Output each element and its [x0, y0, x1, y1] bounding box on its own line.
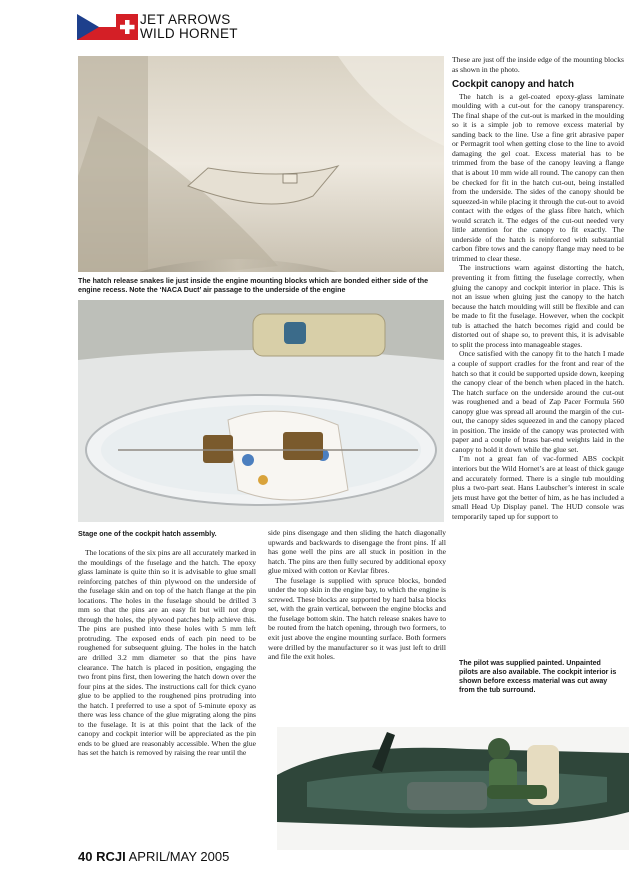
body-column-2	[268, 528, 446, 662]
czech-flag-icon	[77, 14, 117, 40]
photo-pilot-cockpit	[277, 727, 629, 850]
column-3-intro: These are just off the inside edge of the mounting blocks as shown in the photo.	[452, 55, 624, 74]
hatch-photo-graphic	[78, 300, 444, 522]
cockpit-photo-graphic	[277, 727, 629, 850]
page-footer	[78, 849, 229, 864]
section-heading: Cockpit canopy and hatch	[452, 79, 574, 91]
column-2-paragraph: side pins disengage and then sliding the hatch diagonally upwards and backwards to disengage the front pins. If all has gone well the pins are all stuck in position in the hatch. The pins are then fully secured by additional epoxy glue mixed with cotton or Kevlar fibres.	[268, 528, 446, 576]
column-3-paragraph: The hatch is a gel-coated epoxy-glass laminate moulding with a cut-out for the canopy transparency. The final shape of the cut-out is marked in the moulding so it is a simple job to remove excess material by sanding back to the line. Use a fine grit abrasive paper or Permagrit tool when getting close to the line to avoid damaging the gel coat. Excess material has to be trimmed from the base of the canopy leaving a flange that is about 10 mm wide all round. The canopy can then be checked for fit in the hatch cut-out, being installed from the underside. The sides of the canopy should be squeezed-in while placing it through the cut-out to avoid contact with the edges of the glass fibre hatch, which would scratch it. The edges of the cut-out needed very little attention for the canopy to fit exactly. The underside of the hatch is reinforced with substantial carbon fibre tows and the canopy flange may need to be trimmed to clear these.	[452, 91, 624, 263]
caption-photo-2: Stage one of the cockpit hatch assembly.	[78, 530, 217, 538]
caption-photo-3: The pilot was supplied painted. Unpainted pilots are also available. The cockpit interior is shown before excess material was cut away from the tub surround.	[459, 659, 617, 694]
column-2-paragraph: The fuselage is supplied with spruce blocks, bonded under the top skin in the engine bay, to which the engine is screwed. These blocks are supported by hard balsa blocks set, with the grain vertical, between the engine blocks and the fuselage bottom skin. The hatch release snakes have to be routed from the hatch opening, through two formers, to exit just above the engine mounting surface. Both formers were drilled by the manufacturer so it was just left to drill and file the exit holes.	[268, 575, 446, 662]
column-3-paragraph: The instructions warn against distorting the hatch, preventing it from fitting the fuselage correctly, when gluing the canopy and cockpit interior in place. This is not an issue when gluing just the canopy to the hatch because the hatch moulding will still be flexible and can be made to fit the fuselage. However, when the cockpit tub is attached the hatch becomes rigid and could be distorted out of shape so, to prevent this, it is advisable to split the process into manageable stages.	[452, 263, 624, 349]
magazine-name: RCJI	[96, 849, 126, 864]
fuselage-photo-graphic	[78, 56, 444, 272]
body-column-3	[452, 55, 624, 521]
header-line-1: JET ARROWS	[140, 12, 231, 27]
body-column-1	[78, 548, 256, 758]
page-number: 40	[78, 849, 93, 864]
header-line-2: WILD HORNET	[140, 26, 238, 41]
photo-engine-mounting-blocks	[78, 56, 444, 272]
caption-photo-1: The hatch release snakes lie just inside the engine mounting blocks which are bonded either side of the engine recess. Note the ‘NACA Duct’ air passage to the underside of the engine	[78, 277, 429, 294]
swiss-flag-icon	[116, 14, 138, 40]
column-3-paragraph: I’m not a great fan of vac-formed ABS cockpit interiors but the Wild Hornet’s are at least of thick gauge and accurately formed. There is a single tub moulding plus a two-part seat. Hans Laubscher’s interest in scale jets must have got the better of him, as he has included a small Head Up Display panel. The HUD console was temporarily taped up for support to	[452, 454, 624, 521]
column-3-paragraph: Once satisfied with the canopy fit to the hatch I made a couple of support cradles for the front and rear of the hatch so that it could be supported upside down, keeping the canopy clear of the bench when placed in the hatch. The hatch surface on the underside around the cut-out was roughened and a bead of Zap Pacer Formula 560 canopy glue was spread all around the margin of the cut-out, the canopy sides squeezed in and the canopy placed in position. The inside of the canopy was protected with paper and a couple of brass bar-end weights laid in the canopy to hold it down while the glue set.	[452, 349, 624, 454]
issue-date: APRIL/MAY 2005	[128, 849, 230, 864]
photo-cockpit-hatch-assembly	[78, 300, 444, 522]
article-series-header	[140, 13, 238, 41]
column-1-paragraph: The locations of the six pins are all accurately marked in the mouldings of the fuselage and the hatch. The epoxy glass laminate is quite thin so it is advisable to glue small reinforcing patches of thin plywood on the underside of the fuselage skin and on top of the hatch flange at the pin locations. The holes in the fuselage should be drilled 3 mm so that the pins are an easy fit but will not drop through the holes, the plywood patches help achieve this. The pins are pushed into these holes with 5 mm left protruding. The exposed ends of each pin need to be roughened for subsequent gluing. The holes in the hatch are drilled 3.2 mm diameter so that the pins have clearance. The hatch is placed in position, engaging the two front pins first, then lowering the hatch down over the four pins at the sides. The instructions call for thick cyano glue to be applied to the roughened pins protruding into the hatch. I preferred to use a spot of 5-minute epoxy as there was less chance of the glue migrating along the pins to the fuselage. It is at this point that the lack of the canopy and cockpit interior will be appreciated as the pin ends to be glued are reasonably accessible. When the glue has set the hatch is removed by raising the rear until the	[78, 548, 256, 758]
